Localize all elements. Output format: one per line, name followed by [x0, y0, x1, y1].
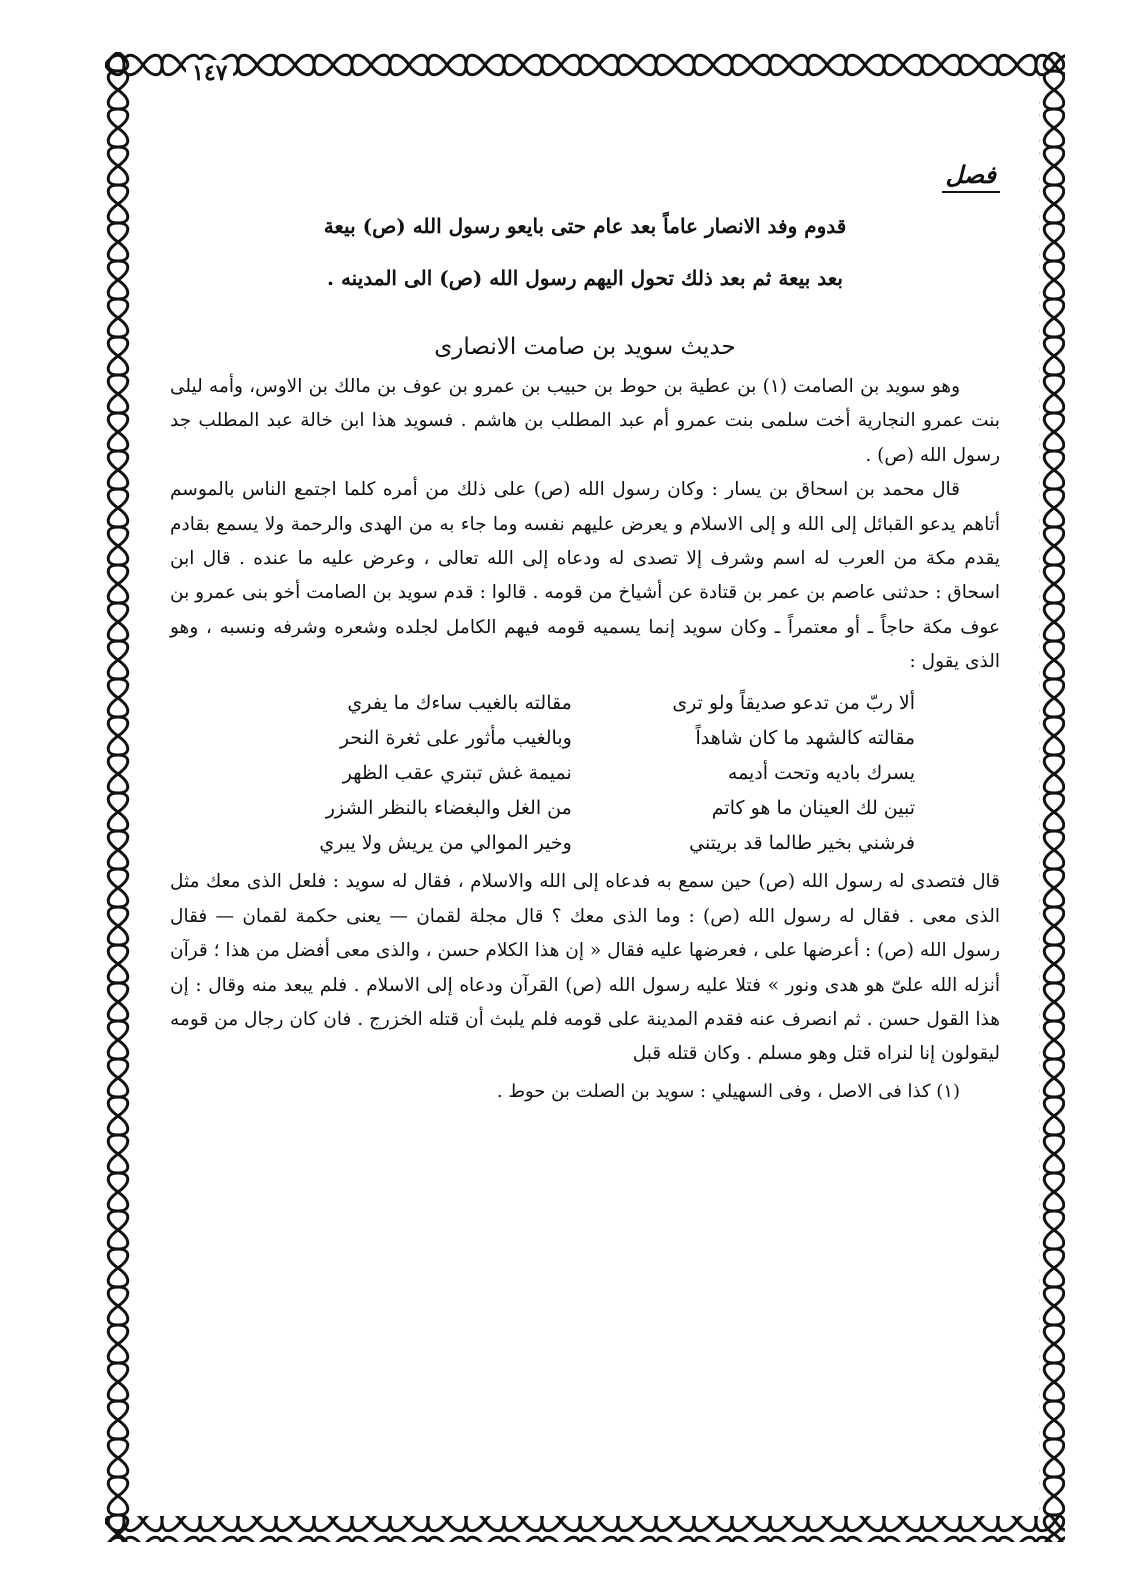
verse-first-hemistich: ألا ربّ من تدعو صديقاً ولو ترى	[672, 691, 915, 714]
poem-verse	[255, 686, 915, 721]
verse-second-hemistich: وخير الموالي من يريش ولا يبري	[319, 832, 572, 855]
heading-line-1: قدوم وفد الانصار عاماً بعد عام حتى بايعو رسول الله (ص) بيعة	[323, 214, 847, 238]
verse-first-hemistich: يسرك باديه وتحت أديمه	[727, 761, 915, 784]
verse-first-hemistich: فرشني بخير طالما قد بريتني	[689, 832, 915, 855]
verse-second-hemistich: وبالغيب مأثور على ثغرة النحر	[339, 726, 572, 749]
verse-second-hemistich: مقالته بالغيب ساءك ما يفري	[347, 691, 572, 714]
poem-verse	[255, 826, 915, 861]
paragraph-3: قال فتصدى له رسول الله (ص) حين سمع به فدعاه إلى الله والاسلام ، فقال له سويد : فلعل الذى معك مثل الذى معى . فقال له رسول الله (ص) : وما الذى معك ؟ قال مجلة لقمان — يعنى حكمة لقمان — فقال رسول الله (ص) : أعرضها على ، فعرضها عليه فقال « إن هذا الكلام حسن ، والذى معى أفضل من هذا ؛ قرآن أنزله الله علىّ هو هدى ونور » فتلا عليه رسول الله (ص) القرآن ودعاه إلى الاسلام . فلم يبعد منه وقال : إن هذا القول حسن . ثم انصرف عنه فقدم المدينة على قومه فلم يلبث أن قتله الخزرج . فان كان رجال من قومه ليقولون إنا لنراه قتل وهو مسلم . وكان قتله قبل	[170, 871, 1000, 1065]
chapter-heading	[170, 200, 1000, 304]
verse-first-hemistich: مقالته كالشهد ما كان شاهداً	[695, 726, 915, 749]
verse-second-hemistich: نميمة غش تبتري عقب الظهر	[342, 761, 572, 784]
paragraph-2: قال محمد بن اسحاق بن يسار : وكان رسول الله (ص) على ذلك من أمره كلما اجتمع الناس بالموسم أتاهم يدعو القبائل إلى الله و إلى الاسلام و يعرض عليهم نفسه وما جاء به من الهدى والرحمة ولا يسمع بقادم يقدم مكة من العرب له اسم وشرف إلا تصدى له ودعاه إلى الله تعالى ، وعرض عليه ما عنده . قال ابن اسحاق : حدثنى عاصم بن عمر بن قتادة عن أشياخ من قومه . قالوا : قدم سويد بن الصامت أخو بنى عمرو بن عوف مكة حاجاً ـ أو معتمراً ـ وكان سويد إنما يسميه قومه فيهم الكامل لجلده وشعره وشرفه ونسبه ، وهو الذى يقول :	[170, 479, 1000, 673]
page-content	[170, 140, 1000, 1108]
poem-verse	[255, 756, 915, 791]
verse-second-hemistich: من الغل والبغضاء بالنظر الشزر	[325, 797, 572, 820]
verse-first-hemistich: تبين لك العينان ما هو كاتم	[711, 797, 915, 820]
page-number: ١٤٧	[186, 60, 233, 86]
heading-line-2: بعد بيعة ثم بعد ذلك تحول اليهم رسول الله (ص) الى المدينه .	[327, 266, 843, 290]
poem-verse	[255, 721, 915, 756]
paragraph-1: وهو سويد بن الصامت (١) بن عطية بن حوط بن حبيب بن عمرو بن عوف بن مالك بن الاوس، وأمه ليلى بنت عمرو النجارية أخت سلمى بنت عمرو أم عبد المطلب بن هاشم . فسويد هذا ابن خالة عبد المطلب جد رسول الله (ص) .	[170, 376, 1000, 466]
story-title: حديث سويد بن صامت الانصارى	[434, 334, 736, 360]
section-label: فصل	[942, 160, 1000, 193]
footnote: (١) كذا فى الاصل ، وفى السهيلي : سويد بن الصلت بن حوط .	[496, 1080, 960, 1102]
poem-verse	[255, 791, 915, 826]
poem	[255, 686, 915, 862]
